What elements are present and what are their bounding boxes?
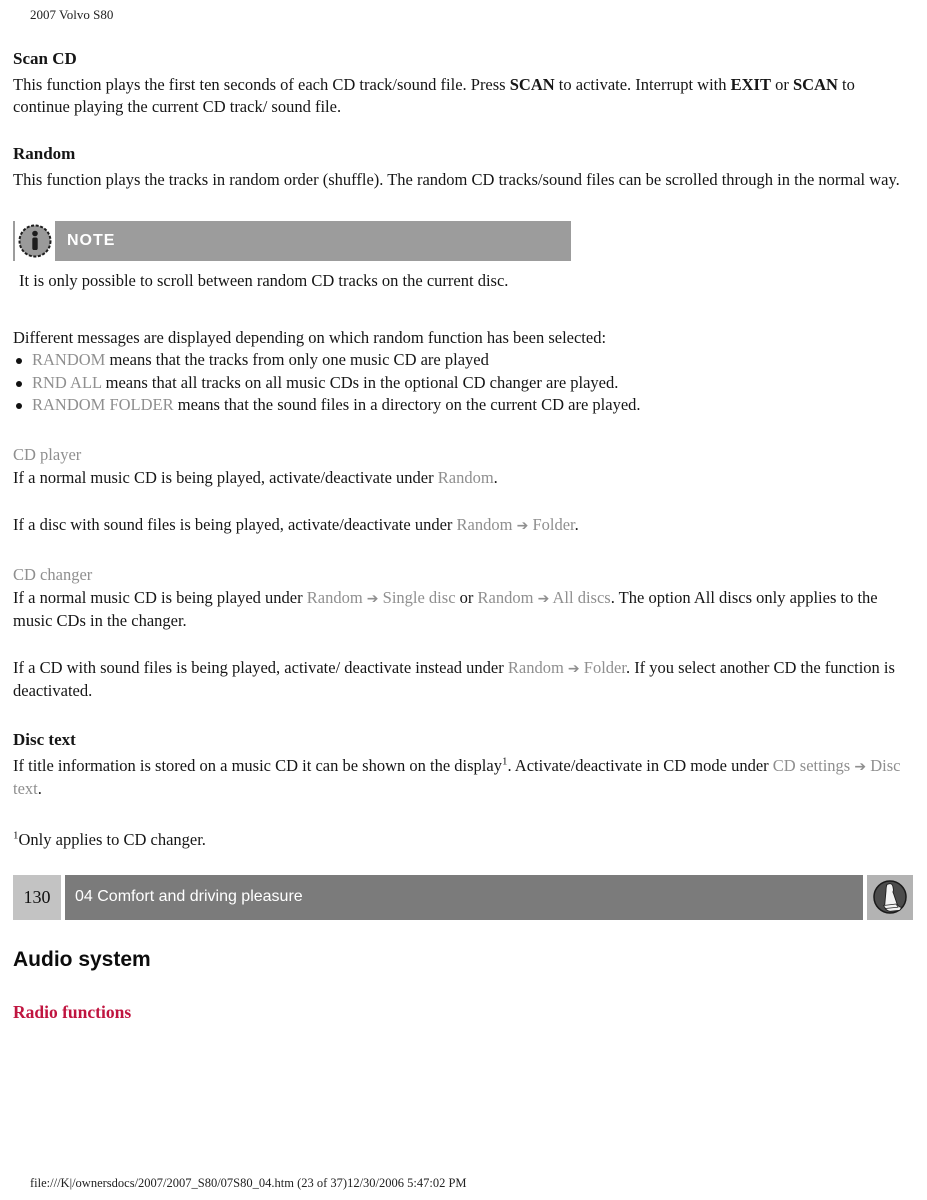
text-segment: All discs bbox=[549, 587, 611, 607]
text-segment: or bbox=[770, 75, 793, 94]
text-segment: EXIT bbox=[730, 75, 771, 94]
note-bar bbox=[13, 221, 571, 261]
text-segment: Only applies to CD changer. bbox=[18, 829, 206, 849]
text-segment: means that the tracks from only one music CD are played bbox=[105, 350, 489, 369]
audio-system-heading: Audio system bbox=[13, 947, 151, 971]
text-segment: Folder bbox=[528, 514, 575, 534]
text-segment: 1 bbox=[13, 829, 19, 841]
text-segment: Random bbox=[437, 467, 494, 487]
list-item-random-folder bbox=[13, 394, 913, 417]
list-item-random bbox=[13, 349, 913, 372]
paragraph-scan-cd bbox=[13, 74, 913, 118]
paragraph-cd-player-1 bbox=[13, 467, 913, 489]
text-segment: Single disc bbox=[378, 587, 456, 607]
random-options-list bbox=[13, 349, 913, 417]
text-segment: If a disc with sound files is being played, activate/deactivate under bbox=[13, 514, 457, 534]
note-box bbox=[13, 221, 913, 292]
note-label: NOTE bbox=[67, 232, 116, 249]
heading-random: Random bbox=[13, 144, 76, 163]
text-segment: means that the sound files in a directory on the current CD are played. bbox=[173, 395, 641, 414]
file-path-footer: file:///K|/ownersdocs/2007/2007_S80/07S80_04.htm (23 of 37)12/30/2006 5:47:02 PM bbox=[30, 1176, 467, 1190]
text-segment: Folder bbox=[579, 657, 626, 677]
text-segment: to continue playing the current CD track/ sound file. bbox=[13, 75, 855, 116]
paragraph-random bbox=[13, 169, 913, 191]
arrow-right-icon: ➔ bbox=[567, 660, 580, 677]
heading-disc-text: Disc text bbox=[13, 729, 76, 749]
text-segment: RANDOM bbox=[32, 350, 106, 369]
text-segment: CD settings bbox=[772, 755, 855, 775]
arrow-right-icon: ➔ bbox=[854, 758, 867, 775]
text-segment: If a CD with sound files is being played, activate/ deactivate instead under bbox=[13, 657, 508, 677]
note-text: It is only possible to scroll between random CD tracks on the current disc. bbox=[19, 271, 509, 290]
text-segment: If a normal music CD is being played, activate/deactivate under bbox=[13, 467, 438, 487]
heading-scan-cd: Scan CD bbox=[13, 49, 77, 68]
text-segment: SCAN bbox=[792, 75, 838, 94]
text-segment: . Activate/deactivate in CD mode under bbox=[507, 755, 773, 775]
text-segment: . bbox=[574, 514, 579, 534]
text-segment: Random bbox=[456, 514, 517, 534]
text-segment: RND ALL bbox=[32, 372, 102, 392]
arrow-right-icon: ➔ bbox=[516, 517, 529, 534]
info-icon bbox=[15, 221, 55, 261]
text-segment: If title information is stored on a music CD it can be shown on the display bbox=[13, 755, 502, 775]
text-segment: Disc text bbox=[13, 755, 901, 798]
text-segment: . If you select another CD the function is deactivated. bbox=[13, 657, 895, 700]
text-segment: means that all tracks on all music CDs in the optional CD changer are played. bbox=[101, 372, 619, 392]
footnote bbox=[13, 829, 913, 851]
text-segment: This function plays the first ten seconds of each CD track/sound file. Press bbox=[13, 75, 510, 94]
text-segment: . bbox=[493, 467, 498, 487]
text-segment: Random bbox=[306, 587, 367, 607]
seat-icon bbox=[867, 875, 913, 920]
list-item-rnd-all bbox=[13, 372, 913, 395]
heading-cd-player: CD player bbox=[13, 444, 82, 464]
paragraph-random-messages-intro: Different messages are displayed depending on which random function has been selected: bbox=[13, 328, 607, 347]
text-segment: . The option All discs only applies to the music CDs in the changer. bbox=[13, 587, 878, 630]
chapter-footer-bar bbox=[13, 875, 913, 920]
chapter-title: 04 Comfort and driving pleasure bbox=[65, 875, 863, 920]
arrow-right-icon: ➔ bbox=[366, 590, 379, 607]
paragraph-cd-changer-2 bbox=[13, 657, 913, 702]
text-segment: or bbox=[455, 587, 478, 607]
text-segment: If a normal music CD is being played under bbox=[13, 587, 307, 607]
text-segment: RANDOM FOLDER bbox=[32, 395, 174, 414]
text-segment: . bbox=[37, 778, 42, 798]
text-segment: Random bbox=[507, 657, 568, 677]
text-segment: This function plays the tracks in random order (shuffle). The random CD tracks/sound files can be scrolled through in the normal way. bbox=[13, 170, 900, 189]
text-segment: to activate. Interrupt with bbox=[554, 75, 731, 94]
text-segment: SCAN bbox=[509, 75, 555, 94]
arrow-right-icon: ➔ bbox=[537, 590, 550, 607]
heading-cd-changer: CD changer bbox=[13, 564, 93, 584]
radio-functions-heading: Radio functions bbox=[13, 1001, 132, 1022]
text-segment: 1 bbox=[501, 755, 508, 767]
paragraph-disc-text bbox=[13, 755, 913, 800]
paragraph-cd-changer-1 bbox=[13, 587, 913, 632]
page-number: 130 bbox=[13, 875, 61, 920]
paragraph-cd-player-2 bbox=[13, 514, 913, 537]
doc-header: 2007 Volvo S80 bbox=[30, 7, 114, 22]
text-segment: Random bbox=[477, 587, 538, 607]
